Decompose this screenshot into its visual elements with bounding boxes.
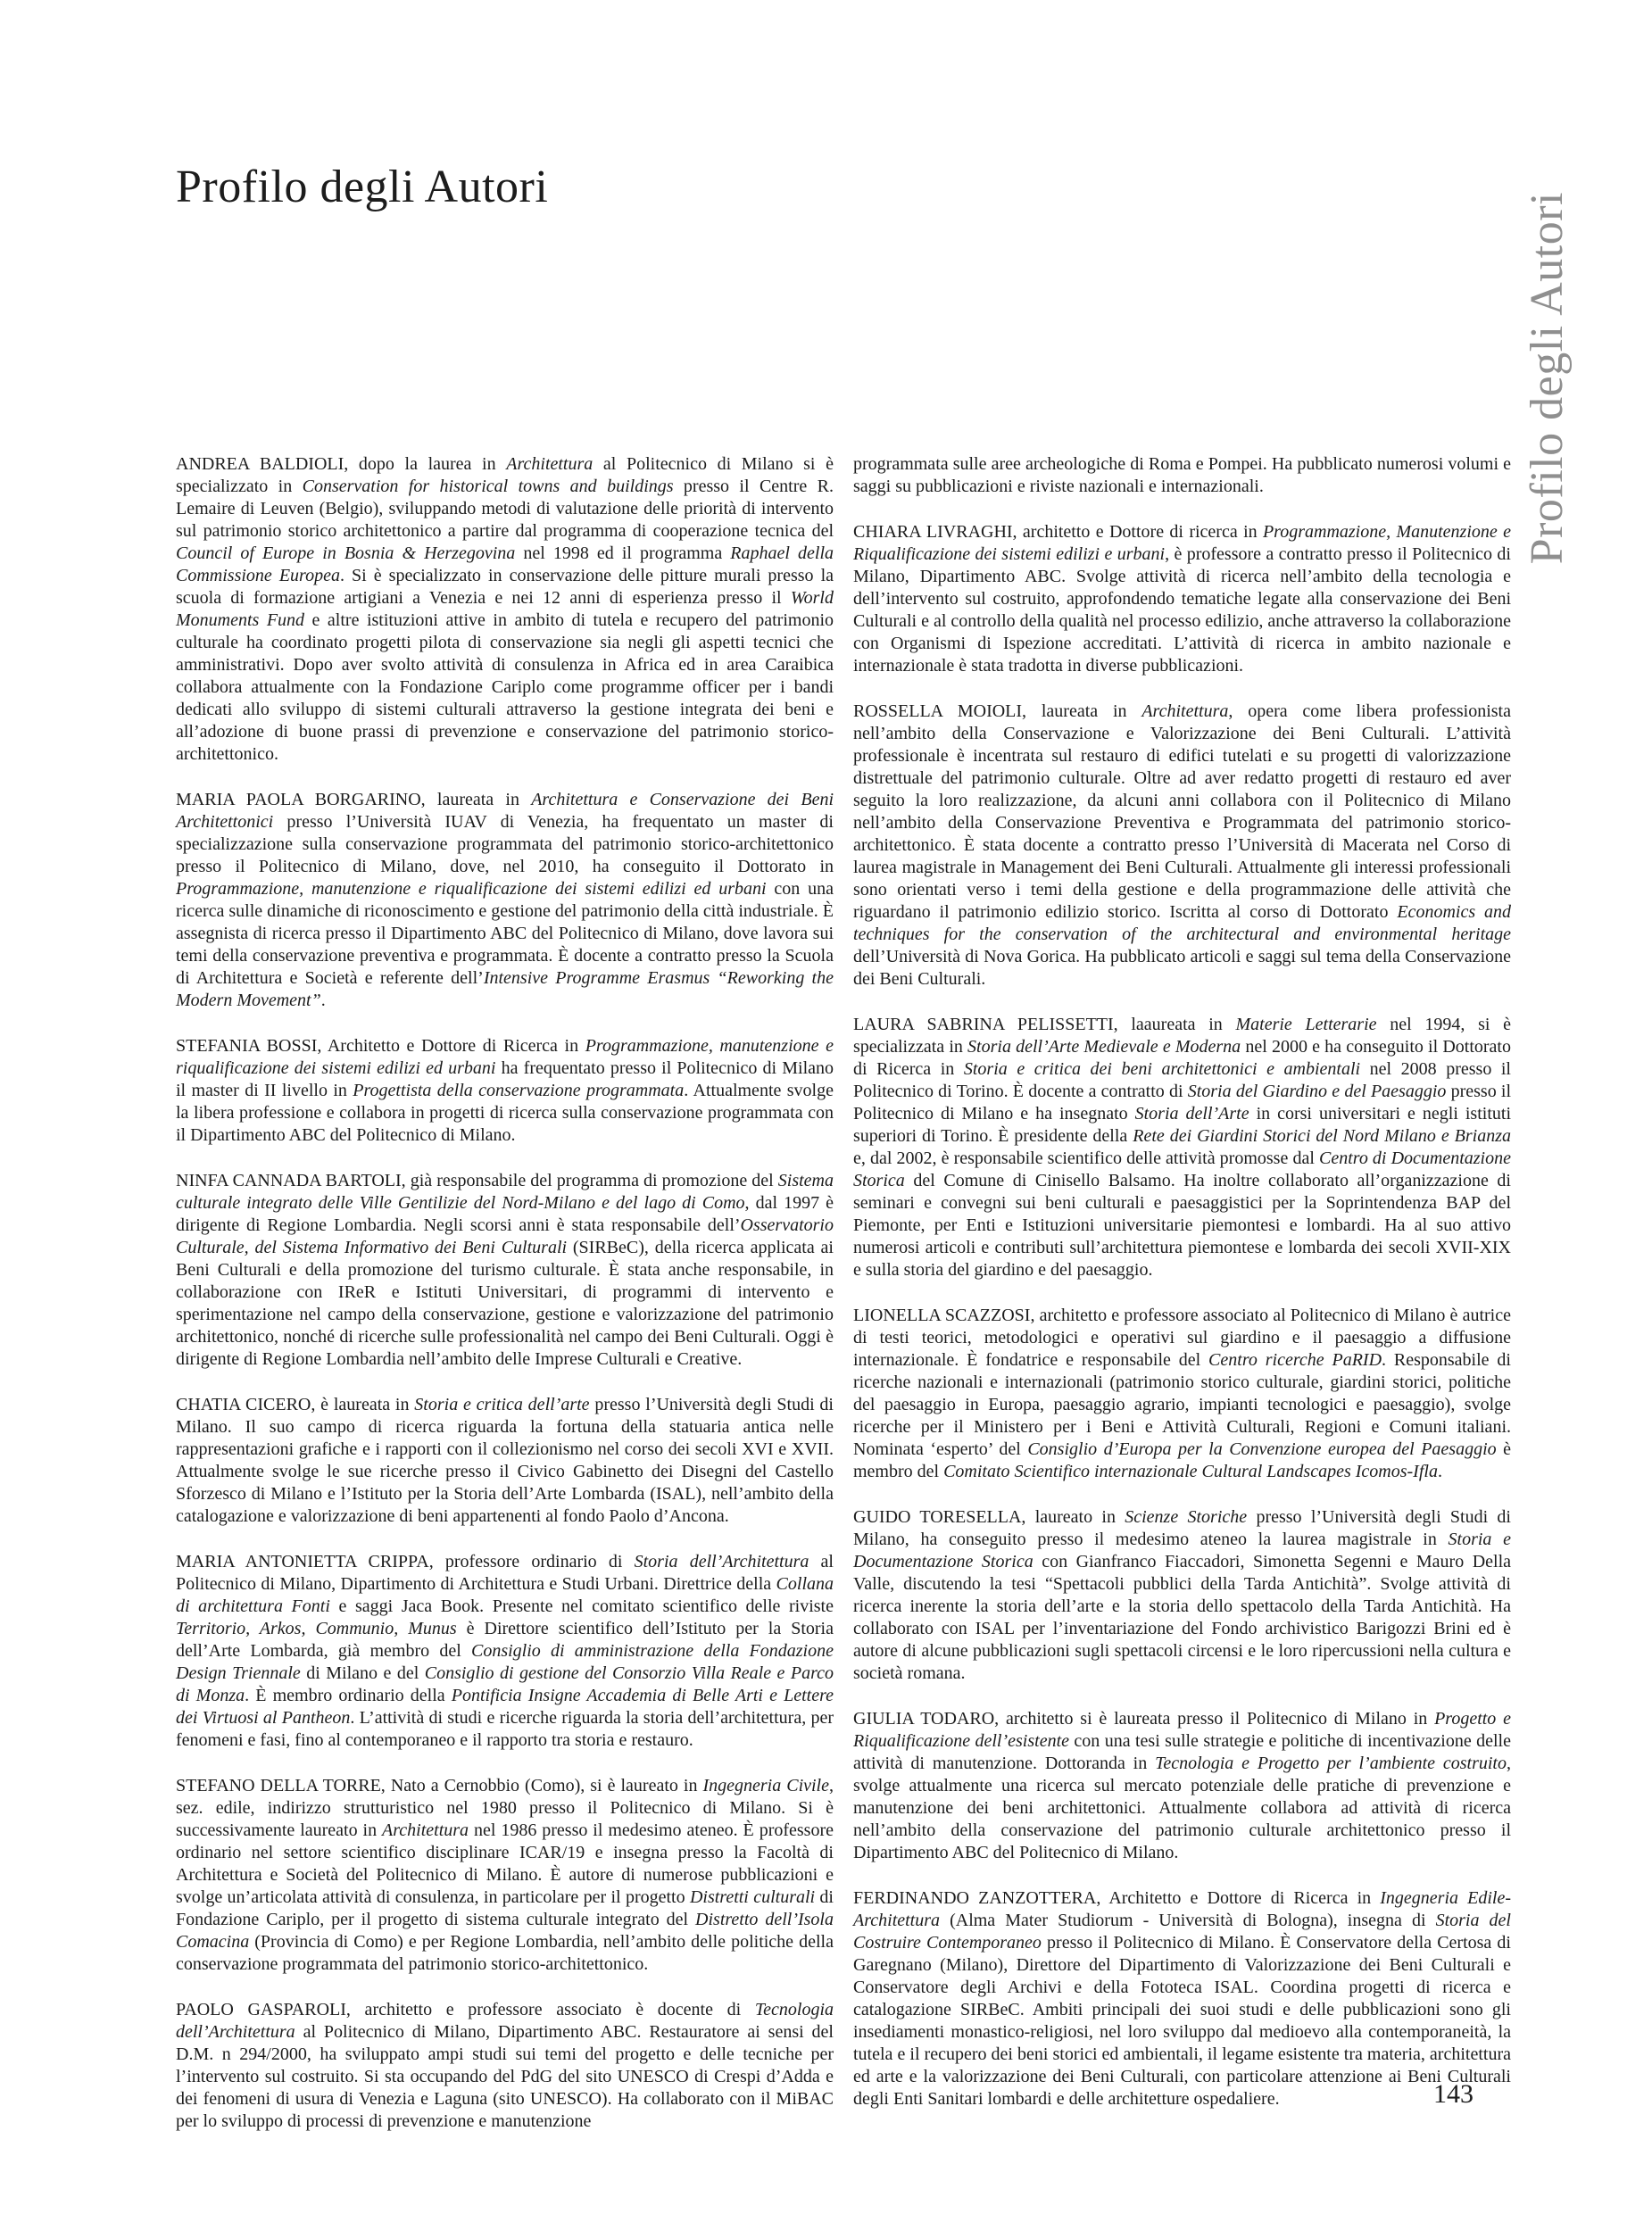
bio-giulia-todaro: GIULIA TODARO, architetto si è laureata presso il Politecnico di Milano in Progetto e Riqualificazione dell’esistente con una tesi sulle strategie e politiche di incentivazione delle attività di manutenzione. Dottoranda in Tecnologia e Progetto per l’ambiente costruito, svolge attualmente una ricerca sul mercato potenziale delle pratiche di prevenzione e manutenzione dei beni architettonici. Attualmente collabora ad attività di ricerca nell’ambito della conservazione del patrimonio culturale architettonico presso il Dipartimento ABC del Politecnico di Milano. <box>853 1709 1511 1862</box>
bio-ninfa-cannada-bartoli: NINFA CANNADA BARTOLI, già responsabile del programma di promozione del Sistema culturale integrato delle Ville Gentilizie del Nord-Milano e del lago di Como, dal 1997 è dirigente di Regione Lombardia. Negli scorsi anni è stata responsabile dell’Osservatorio Culturale, del Sistema Informativo dei Beni Culturali (SIRBeC), della ricerca applicata ai Beni Culturali e della promozione del turismo culturale. È stata anche responsabile, in collaborazione con IReR e Istituti Universitari, di programmi di intervento e sperimentazione nel campo della conservazione, gestione e valorizzazione del patrimonio architettonico, nonché di ricerche sulle professionalità nel campo dei Beni Culturali. Oggi è dirigente di Regione Lombardia nell’ambito delle Imprese Culturali e Creative. <box>176 1171 834 1369</box>
bio-maria-paola-borgarino: MARIA PAOLA BORGARINO, laureata in Architettura e Conservazione dei Beni Architettonici presso l’Università IUAV di Venezia, ha frequentato un master di specializzazione sulla conservazione programmata del patrimonio storico-architettonico presso il Politecnico di Milano, dove, nel 2010, ha conseguito il Dottorato in Programmazione, manutenzione e riqualificazione dei sistemi edilizi ed urbani con una ricerca sulle dinamiche di riconoscimento e gestione del patrimonio della città industriale. È assegnista di ricerca presso il Dipartimento ABC del Politecnico di Milano, dove lavora sui temi della conservazione preventiva e programmata. È docente a contratto presso la Scuola di Architettura e Società e referente dell’Intensive Programme Erasmus “Reworking the Modern Movement”. <box>176 790 834 1010</box>
bio-andrea-baldioli: ANDREA BALDIOLI, dopo la laurea in Architettura al Politecnico di Milano si è specializzato in Conservation for historical towns and buildings presso il Centre R. Lemaire di Leuven (Belgio), sviluppando metodi di valutazione delle priorità di intervento sul patrimonio storico architettonico a partire dal programma di cooperazione tecnica del Council of Europe in Bosnia & Herzegovina nel 1998 ed il programma Raphael della Commissione Europea. Si è specializzato in conservazione delle pitture murali presso la scuola di formazione artigiani a Venezia e nei 12 anni di esperienza presso il World Monuments Fund e altre istituzioni attive in ambito di tutela e recupero del patrimonio culturale ha coordinato progetti pilota di conservazione sia negli gli aspetti tecnici che amministrativi. Dopo aver svolto attività di consulenza in Africa ed in area Caraibica collabora attualmente con la Fondazione Cariplo come programme officer per i bandi dedicati allo sviluppo di sistemi culturali attraverso la gestione integrata dei beni e all’adozione di buone prassi di prevenzione e conservazione del patrimonio storico-architettonico. <box>176 454 834 764</box>
right-column <box>853 453 1511 2156</box>
bio-rossella-moioli: ROSSELLA MOIOLI, laureata in Architettura, opera come libera professionista nell’ambito della Conservazione e Valorizzazione dei Beni Culturali. L’attività professionale è incentrata sul restauro di edifici tutelati e su progetti di valorizzazione distrettuale del patrimonio culturale. Oltre ad aver redatto progetti di restauro ed aver seguito la loro realizzazione, da alcuni anni collabora con il Politecnico di Milano nell’ambito della Conservazione Preventiva e Programmata del patrimonio storico-architettonico. È stata docente a contratto presso l’Università di Macerata nel Corso di laurea magistrale in Management dei Beni Culturali. Attualmente gli interessi professionali sono orientati verso i temi della gestione e della programmazione delle attività che riguardano il patrimonio edilizio storico. Iscritta al corso di Dottorato Economics and techniques for the conservation of the architectural and environmental heritage dell’Università di Nova Gorica. Ha pubblicato articoli e saggi sul tema della Conservazione dei Beni Culturali. <box>853 701 1511 989</box>
text-columns <box>176 453 1511 2156</box>
bio-ferdinando-zanzottera: FERDINANDO ZANZOTTERA, Architetto e Dottore di Ricerca in Ingegneria Edile-Architettura (Alma Mater Studiorum - Università di Bologna), insegna di Storia del Costruire Contemporaneo presso il Politecnico di Milano. È Conservatore della Certosa di Garegnano (Milano), Direttore del Dipartimento di Valorizzazione dei Beni Culturali e Conservatore degli Archivi e della Fototeca ISAL. Coordina progetti di ricerca e catalogazione SIRBeC. Ambiti principali dei suoi studi e delle pubblicazioni sono gli insediamenti monastico-religiosi, nel loro sviluppo dal medioevo alla contemporaneità, la tutela e il recupero dei beni storici ed ambientali, il legame esistente tra materia, architettura ed arte e la valorizzazione dei Beni Culturali, con particolare attenzione ai Beni Culturali degli Enti Sanitari lombardi e delle architetture ospedaliere. <box>853 1888 1512 2109</box>
page-title: Profilo degli Autori <box>176 162 549 212</box>
bio-lionella-scazzosi: LIONELLA SCAZZOSI, architetto e professore associato al Politecnico di Milano è autrice di testi teorici, metodologici e operativi sul giardino e il paesaggio a diffusione internazionale. È fondatrice e responsabile del Centro ricerche PaRID. Responsabile di ricerche nazionali e internazionali (patrimonio storico culturale, giardini storici, politiche del paesaggio in Europa, paesaggio agrario, impianti tecnologici e paesaggio), svolge ricerche per il Ministero per i Beni e Attività Culturali, Regioni e Comuni italiani. Nominata ‘esperto’ del Consiglio d’Europa per la Convenzione europea del Paesaggio è membro del Comitato Scientifico internazionale Cultural Landscapes Icomos-Ifla. <box>853 1306 1511 1481</box>
bio-maria-antonietta-crippa: MARIA ANTONIETTA CRIPPA, professore ordinario di Storia dell’Architettura al Politecnico di Milano, Dipartimento di Architettura e Studi Urbani. Direttrice della Collana di architettura Fonti e saggi Jaca Book. Presente nel comitato scientifico delle riviste Territorio, Arkos, Communio, Munus è Direttore scientifico dell’Istituto per la Storia dell’Arte Lombarda, già membro del Consiglio di amministrazione della Fondazione Design Triennale di Milano e del Consiglio di gestione del Consorzio Villa Reale e Parco di Monza. È membro ordinario della Pontificia Insigne Accademia di Belle Arti e Lettere dei Virtuosi al Pantheon. L’attività di studi e ricerche riguarda la storia dell’architettura, per fenomeni e fasi, fino al contemporaneo e il rapporto tra storia e restauro. <box>176 1552 834 1750</box>
bio-paolo-gasparoli-continued: programmata sulle aree archeologiche di Roma e Pompei. Ha pubblicato numerosi volumi e saggi su pubblicazioni e riviste nazionali e internazionali. <box>853 454 1511 496</box>
bio-chatia-cicero: CHATIA CICERO, è laureata in Storia e critica dell’arte presso l’Università degli Studi di Milano. Il suo campo di ricerca riguarda la fortuna della statuaria antica nelle rappresentazioni grafiche e i rapporti con il collezionismo nel corso dei secoli XVI e XVII. Attualmente svolge le sue ricerche presso il Civico Gabinetto dei Disegni del Castello Sforzesco di Milano e l’Istituto per la Storia dell’Arte Lombarda (ISAL), nell’ambito della catalogazione e valorizzazione di beni appartenenti al fondo Paolo d’Ancona. <box>176 1395 834 1526</box>
bio-laura-sabrina-pelissetti: LAURA SABRINA PELISSETTI, laaureata in Materie Letterarie nel 1994, si è specializzata in Storia dell’Arte Medievale e Moderna nel 2000 e ha conseguito il Dottorato di Ricerca in Storia e critica dei beni architettonici e ambientali nel 2008 presso il Politecnico di Torino. È docente a contratto di Storia del Giardino e del Paesaggio presso il Politecnico di Milano e ha insegnato Storia dell’Arte in corsi universitari e negli istituti superiori di Torino. È presidente della Rete dei Giardini Storici del Nord Milano e Brianza e, dal 2002, è responsabile scientifico delle attività promosse dal Centro di Documentazione Storica del Comune di Cinisello Balsamo. Ha inoltre collaborato all’organizzazione di seminari e convegni sui beni culturali e paesaggistici per la Soprintendenza BAP del Piemonte, per Enti e Istituzioni universitarie piemontesi e lombardi. Ha al suo attivo numerosi articoli e contributi sull’architettura piemontese e lombarda dei secoli XVII-XIX e sulla storia del giardino e del paesaggio. <box>853 1015 1512 1280</box>
bio-stefano-della-torre: STEFANO DELLA TORRE, Nato a Cernobbio (Como), si è laureato in Ingegneria Civile, sez. edile, indirizzo strutturistico nel 1980 presso il Politecnico di Milano. Si è successivamente laureato in Architettura nel 1986 presso il medesimo ateneo. È professore ordinario nel settore scientifico disciplinare ICAR/19 e insegna presso la Facoltà di Architettura e Società del Politecnico di Milano. È autore di numerose pubblicazioni e svolge un’articolata attività di consulenza, in particolare per il progetto Distretti culturali di Fondazione Cariplo, per il progetto di sistema culturale integrato del Distretto dell’Isola Comacina (Provincia di Como) e per Regione Lombardia, nell’ambito delle politiche della conservazione programmata del patrimonio storico-architettonico. <box>176 1776 834 1974</box>
bio-stefania-bossi: STEFANIA BOSSI, Architetto e Dottore di Ricerca in Programmazione, manutenzione e riqualificazione dei sistemi edilizi ed urbani ha frequentato presso il Politecnico di Milano il master di II livello in Progettista della conservazione programmata. Attualmente svolge la libera professione e collabora in progetti di ricerca sulla conservazione programmata con il Dipartimento ABC del Politecnico di Milano. <box>176 1036 834 1145</box>
sidebar-vertical-title: Profilo degli Autori <box>1522 192 1573 565</box>
bio-chiara-livraghi: CHIARA LIVRAGHI, architetto e Dottore di ricerca in Programmazione, Manutenzione e Riqualificazione dei sistemi edilizi e urbani, è professore a contratto presso il Politecnico di Milano, Dipartimento ABC. Svolge attività di ricerca nell’ambito della tecnologia e dell’intervento sul costruito, approfondendo tematiche legate alla conservazione dei Beni Culturali e al controllo della qualità nel processo edilizio, anche attraverso la collaborazione con Organismi di Ispezione accreditati. L’attività di ricerca in ambito nazionale e internazionale è stata tradotta in diverse pubblicazioni. <box>853 522 1511 676</box>
page-number: 143 <box>1433 2079 1474 2109</box>
bio-guido-toresella: GUIDO TORESELLA, laureato in Scienze Storiche presso l’Università degli Studi di Milano, ha conseguito presso il medesimo ateneo la laurea magistrale in Storia e Documentazione Storica con Gianfranco Fiaccadori, Simonetta Segenni e Mauro Della Valle, discutendo la tesi “Spettacoli pubblici della Tarda Antichità”. Svolge attività di ricerca inerente la storia dell’arte e la storia dello spettacolo della Tarda Antichità. Ha collaborato con ISAL per l’inventariazione del Fondo archivistico Barigozzi Brini ed è autore di alcune pubblicazioni sugli spettacoli circensi e le loro ripercussioni nella cultura e società romana. <box>853 1507 1512 1683</box>
left-column <box>176 453 834 2156</box>
bio-paolo-gasparoli: PAOLO GASPAROLI, architetto e professore associato è docente di Tecnologia dell’Architettura al Politecnico di Milano, Dipartimento ABC. Restauratore ai sensi del D.M. n 294/2000, ha sviluppato ampi studi sui temi del progetto e delle tecniche per l’intervento sul costruito. Si sta occupando del PdG del sito UNESCO di Crespi d’Adda e dei fenomeni di usura di Venezia e Laguna (sito UNESCO). Ha collaborato con il MiBAC per lo sviluppo di processi di prevenzione e manutenzione <box>176 2000 834 2131</box>
